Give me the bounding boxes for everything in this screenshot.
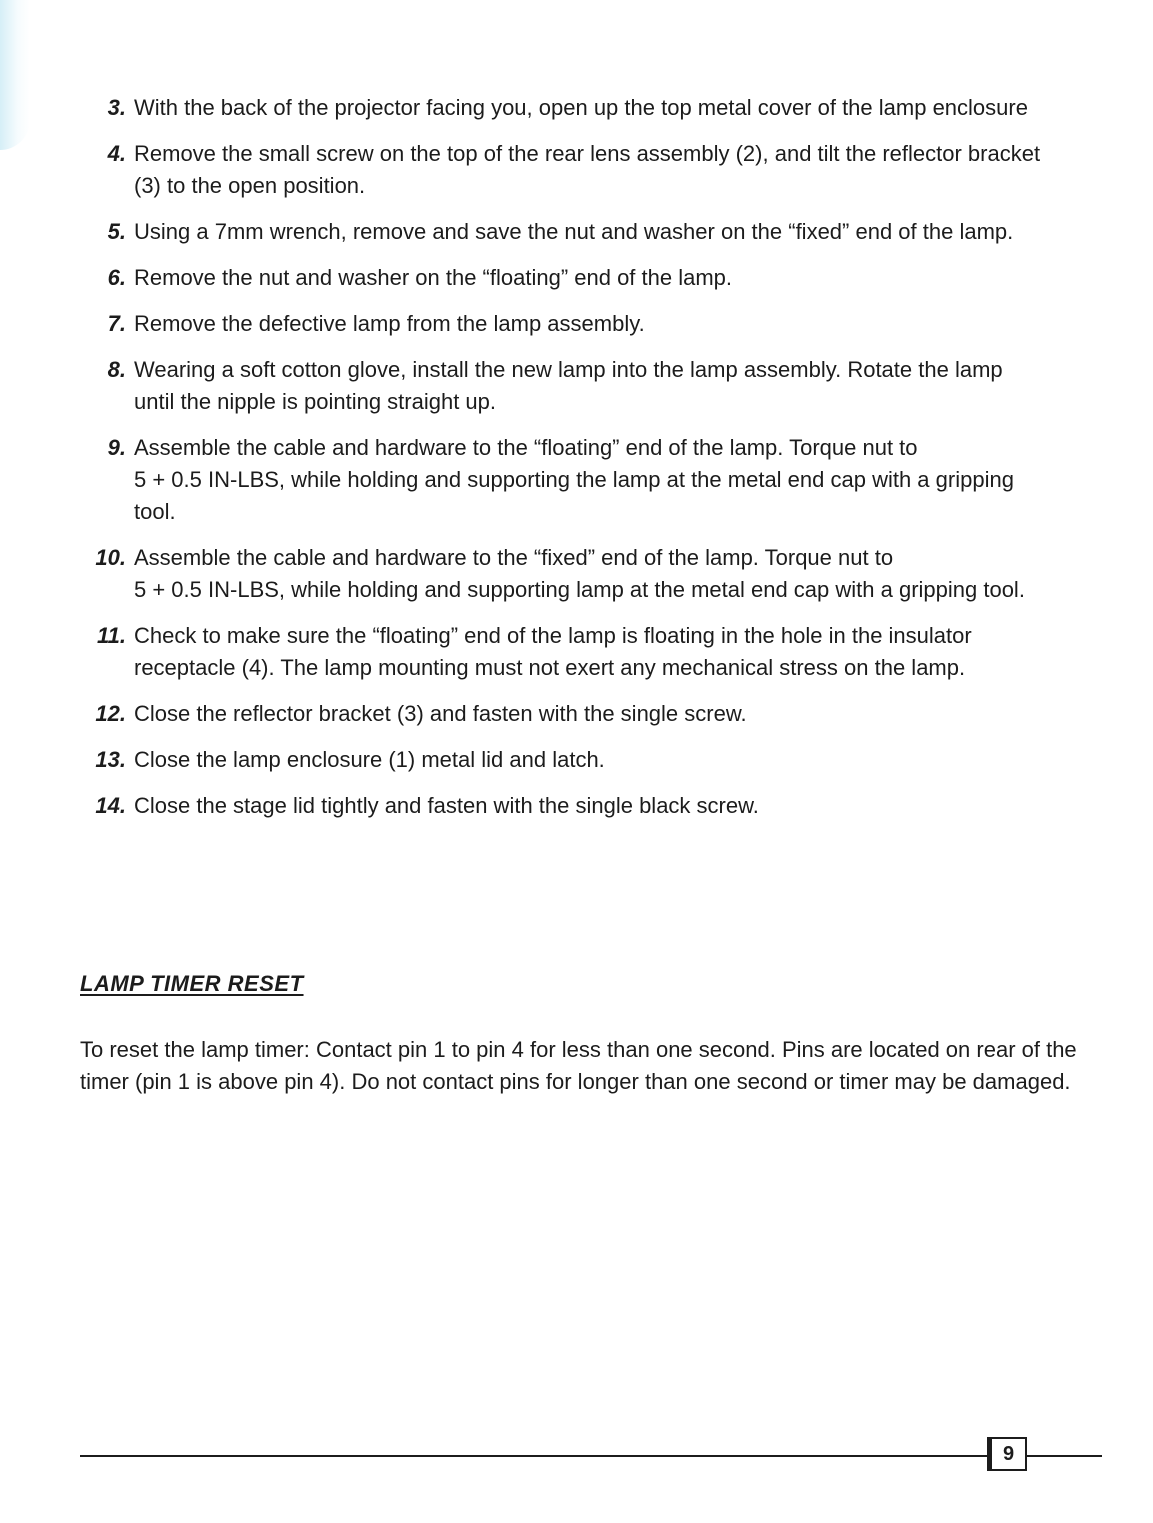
footer-rule xyxy=(80,1455,1102,1457)
step-number: 3. xyxy=(107,95,126,120)
lamp-replacement-steps xyxy=(84,92,1114,822)
step-11 xyxy=(84,620,1114,684)
step-text: Check to make sure the “floating” end of the lamp is floating in the hole in the insulator receptacle (4). The lamp mounting must not exert any mechanical stress on the lamp. xyxy=(134,623,972,680)
step-5 xyxy=(84,216,1114,248)
step-number: 9. xyxy=(107,435,126,460)
step-text: Assemble the cable and hardware to the “fixed” end of the lamp. Torque nut to 5 + 0.5 IN-LBS, while holding and supporting lamp at the metal end cap with a gripping tool. xyxy=(134,545,1025,602)
step-number: 6. xyxy=(107,265,126,290)
step-number: 8. xyxy=(107,357,126,382)
page-number: 9 xyxy=(987,1437,1027,1471)
step-14 xyxy=(84,790,1114,822)
step-12 xyxy=(84,698,1114,730)
step-text: Close the stage lid tightly and fasten with the single black screw. xyxy=(134,793,759,818)
step-number: 14. xyxy=(95,793,126,818)
lamp-timer-reset-paragraph: To reset the lamp timer: Contact pin 1 to pin 4 for less than one second. Pins are located on rear of the timer (pin 1 is above pin 4). Do not contact pins for longer than one second or timer may be damaged. xyxy=(80,1037,1077,1094)
step-text: Using a 7mm wrench, remove and save the nut and washer on the “fixed” end of the lamp. xyxy=(134,219,1014,244)
step-number: 10. xyxy=(95,545,126,570)
step-6 xyxy=(84,262,1114,294)
step-number: 4. xyxy=(107,141,126,166)
step-number: 5. xyxy=(107,219,126,244)
step-text: Remove the nut and washer on the “floating” end of the lamp. xyxy=(134,265,733,290)
step-13 xyxy=(84,744,1114,776)
scan-edge-tint xyxy=(0,0,30,150)
step-text: With the back of the projector facing you, open up the top metal cover of the lamp enclosure xyxy=(134,95,1028,120)
step-7 xyxy=(84,308,1114,340)
step-number: 7. xyxy=(107,311,126,336)
step-4 xyxy=(84,138,1114,202)
step-text: Remove the defective lamp from the lamp assembly. xyxy=(134,311,645,336)
step-3 xyxy=(84,92,1114,124)
step-text: Close the reflector bracket (3) and fasten with the single screw. xyxy=(134,701,747,726)
step-text: Wearing a soft cotton glove, install the new lamp into the lamp assembly. Rotate the lamp until the nipple is pointing straight up. xyxy=(134,357,1003,414)
step-text: Remove the small screw on the top of the rear lens assembly (2), and tilt the reflector bracket (3) to the open position. xyxy=(134,141,1041,198)
step-9 xyxy=(84,432,1114,528)
step-text: Assemble the cable and hardware to the “floating” end of the lamp. Torque nut to 5 + 0.5 IN-LBS, while holding and supporting the lamp at the metal end cap with a gripping tool. xyxy=(134,435,1014,524)
step-8 xyxy=(84,354,1114,418)
step-number: 11. xyxy=(97,623,126,648)
step-text: Close the lamp enclosure (1) metal lid and latch. xyxy=(134,747,605,772)
step-10 xyxy=(84,542,1114,606)
step-number: 13. xyxy=(95,747,126,772)
step-number: 12. xyxy=(95,701,126,726)
lamp-timer-reset-heading: LAMP TIMER RESET xyxy=(80,971,304,996)
